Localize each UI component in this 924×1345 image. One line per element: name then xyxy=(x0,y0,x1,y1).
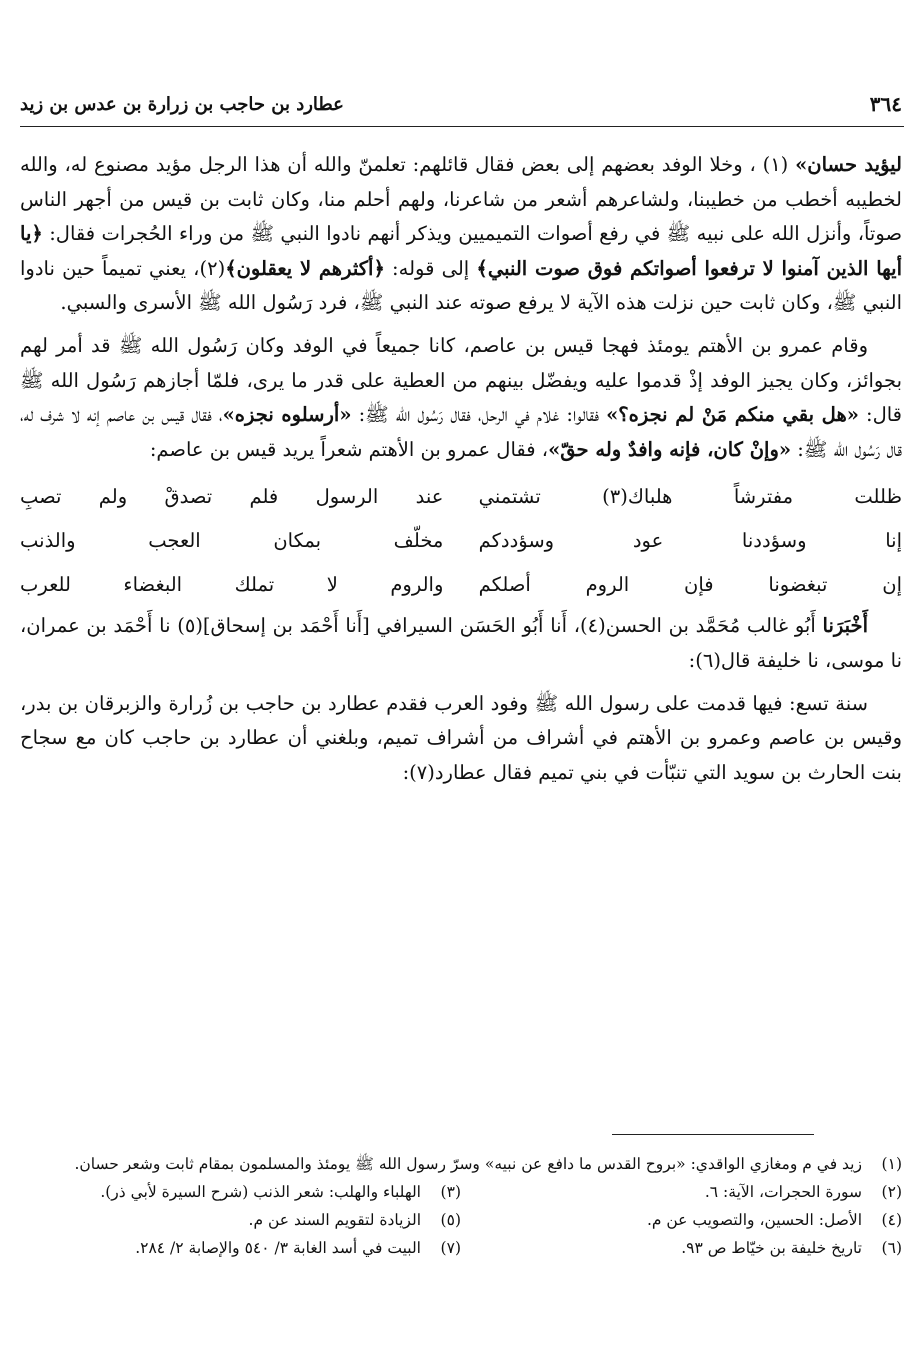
text-run: (١) ، وخلا الوفد بعضهم إلى بعض فقال قائلهم: تعلمنّ والله أن هذا الرجل مؤيد مصنوع له، والله لخطيبه أخطب من خطيبنا، ولشاعرهم أشعر من شاعرنا، ولهم أحلم منا، وكان ثابت بن قيس من أجهر الناس صوتاً، وأنزل الله على نبيه ﷺ في رفع أصوات التميميين ويذكر أنهم نادوا النبي ﷺ من وراء الحُجرات فقال: xyxy=(20,153,902,246)
footnote-rule xyxy=(612,1134,814,1135)
text-run: (٢)، يعني تميماً حين نادوا النبي ﷺ، وكان ثابت حين نزلت هذه الآية لا يرفع صوته عند النبي ﷺ، فرد رَسُول الله ﷺ الأسرى والسبي. xyxy=(20,256,902,315)
footnote xyxy=(20,1234,461,1262)
verse-second-hemistich: مخلّف بمكان العجب والذنب xyxy=(20,529,444,553)
quran-verse: ﴿أكثرهم لا يعقلون﴾ xyxy=(225,256,385,280)
footnote xyxy=(20,1206,461,1234)
header-rule xyxy=(20,126,904,127)
text-run: وقام عمرو بن الأهتم يومئذ فهجا قيس بن عاصم، كانا جميعاً في الوفد وكان رَسُول الله ﷺ قد أمر لهم بجوائز، وكان يجيز الوفد إذْ قدموا عليه ويفضّل بينهم من العطية على قدر ما يرى، فلمّا أجازهم رَسُول الله ﷺ قال: xyxy=(20,333,902,427)
footnote xyxy=(20,1150,902,1178)
footnote-text: الزيادة لتقويم السند عن م. xyxy=(248,1211,421,1229)
footnote-text: الأصل: الحسين، والتصويب عن م. xyxy=(646,1211,862,1229)
footnote-row xyxy=(20,1206,902,1234)
hadith-quote: «وإنْ كان، فإنه وافدٌ وله حقّ» xyxy=(548,437,792,461)
page-header xyxy=(20,92,902,124)
bold-phrase: ليؤيد حسان» xyxy=(795,153,902,176)
verse-first-hemistich: إنا وسؤددنا عود وسؤددكم xyxy=(478,529,902,553)
footnote-number: (٥) xyxy=(440,1211,461,1229)
paragraph-2 xyxy=(20,329,902,467)
hadith-quote: «هل بقي منكم مَنْ لم نجزه؟» xyxy=(606,403,859,427)
verse-first-hemistich: ظللت مفترشاً هلباك(٣) تشتمني xyxy=(478,485,902,509)
verse-second-hemistich: والروم لا تملك البغضاء للعرب xyxy=(20,573,444,597)
footnote-number: (٣) xyxy=(440,1183,461,1201)
text-run: سنة تسع: فيها قدمت على رسول الله ﷺ وفود العرب فقدم عطارد بن حاجب بن زُرارة والزبرقان بن بدر، وقيس بن عاصم وعمرو بن الأهتم في أشراف من أشراف تميم، وبلغني أن عطارد بن حاجب كان مع سجاح بنت الحارث بن سويد التي تنبّأت في بني تميم فقال عطارد(٧): xyxy=(20,691,902,784)
footnote-number: (٢) xyxy=(881,1183,902,1201)
footnote-text: تاريخ خليفة بن خيّاط ص ٩٣. xyxy=(681,1239,862,1257)
text-run: ، فقال قيس بن عاصم إنه لا شرف له، قال رَسُول الله ﷺ: xyxy=(20,403,902,461)
footnote-text: الهلباء والهلب: شعر الذنب (شرح السيرة لأبي ذر). xyxy=(100,1183,421,1201)
text-run: أَبُو غالب مُحَمَّد بن الحسن(٤)، أَنا أَبُو الحَسَن السيرافي [أَنا أَحْمَد بن إسحاق](٥) نا أَحْمَد بن عمران، نا موسى، نا خليفة قال(٦): xyxy=(20,614,902,672)
footnote xyxy=(461,1234,902,1262)
verse-line xyxy=(20,563,902,607)
verse-line xyxy=(20,475,902,519)
page-number: ٣٦٤ xyxy=(869,92,902,116)
footnote-text: البيت في أسد الغابة ٣/ ٥٤٠ والإصابة ٢/ ٢٨٤. xyxy=(135,1239,421,1257)
text-run: فقالوا: غلام في الرحل، فقال رَسُول الله ﷺ: xyxy=(351,403,607,427)
text-run: إلى قوله: xyxy=(384,256,477,280)
footnotes xyxy=(20,1150,902,1262)
running-title: عطارد بن حاجب بن زرارة بن عدس بن زيد xyxy=(20,94,344,115)
footnote-text: زيد في م ومغازي الواقدي: «بروح القدس ما دافع عن نبيه» وسرّ رسول الله ﷺ يومئذ والمسلمون بمقام ثابت وشعر حسان. xyxy=(74,1155,862,1173)
verse-second-hemistich: عند الرسول فلم تصدقْ ولم تصبِ xyxy=(20,485,444,509)
footnote xyxy=(20,1178,461,1206)
hadith-quote: «أرسلوه نجزه» xyxy=(222,403,352,427)
footnote-number: (٤) xyxy=(881,1211,902,1229)
footnote-row xyxy=(20,1178,902,1206)
footnote xyxy=(461,1206,902,1234)
footnote-number: (٧) xyxy=(440,1239,461,1257)
paragraph-3 xyxy=(20,609,902,678)
paragraph-4 xyxy=(20,687,902,791)
footnote-number: (٦) xyxy=(881,1239,902,1257)
verse-first-hemistich: إن تبغضونا فإن الروم أصلكم xyxy=(478,573,902,597)
footnote-text: سورة الحجرات، الآية: ٦. xyxy=(704,1183,862,1201)
verse-line xyxy=(20,519,902,563)
footnote xyxy=(461,1178,902,1206)
paragraph-1 xyxy=(20,148,902,321)
footnote-row xyxy=(20,1234,902,1262)
isnad-keyword: أَخْبَرَنا xyxy=(822,614,868,638)
quran-verse: ﴿يا أيها الذين آمنوا لا ترفعوا أصواتكم فوق صوت النبي﴾ xyxy=(20,222,902,280)
footnote-number: (١) xyxy=(881,1155,902,1173)
poem xyxy=(20,475,902,607)
text-run: ، فقال عمرو بن الأهتم شعراً يريد قيس بن عاصم: xyxy=(149,437,549,461)
main-text xyxy=(20,148,902,798)
